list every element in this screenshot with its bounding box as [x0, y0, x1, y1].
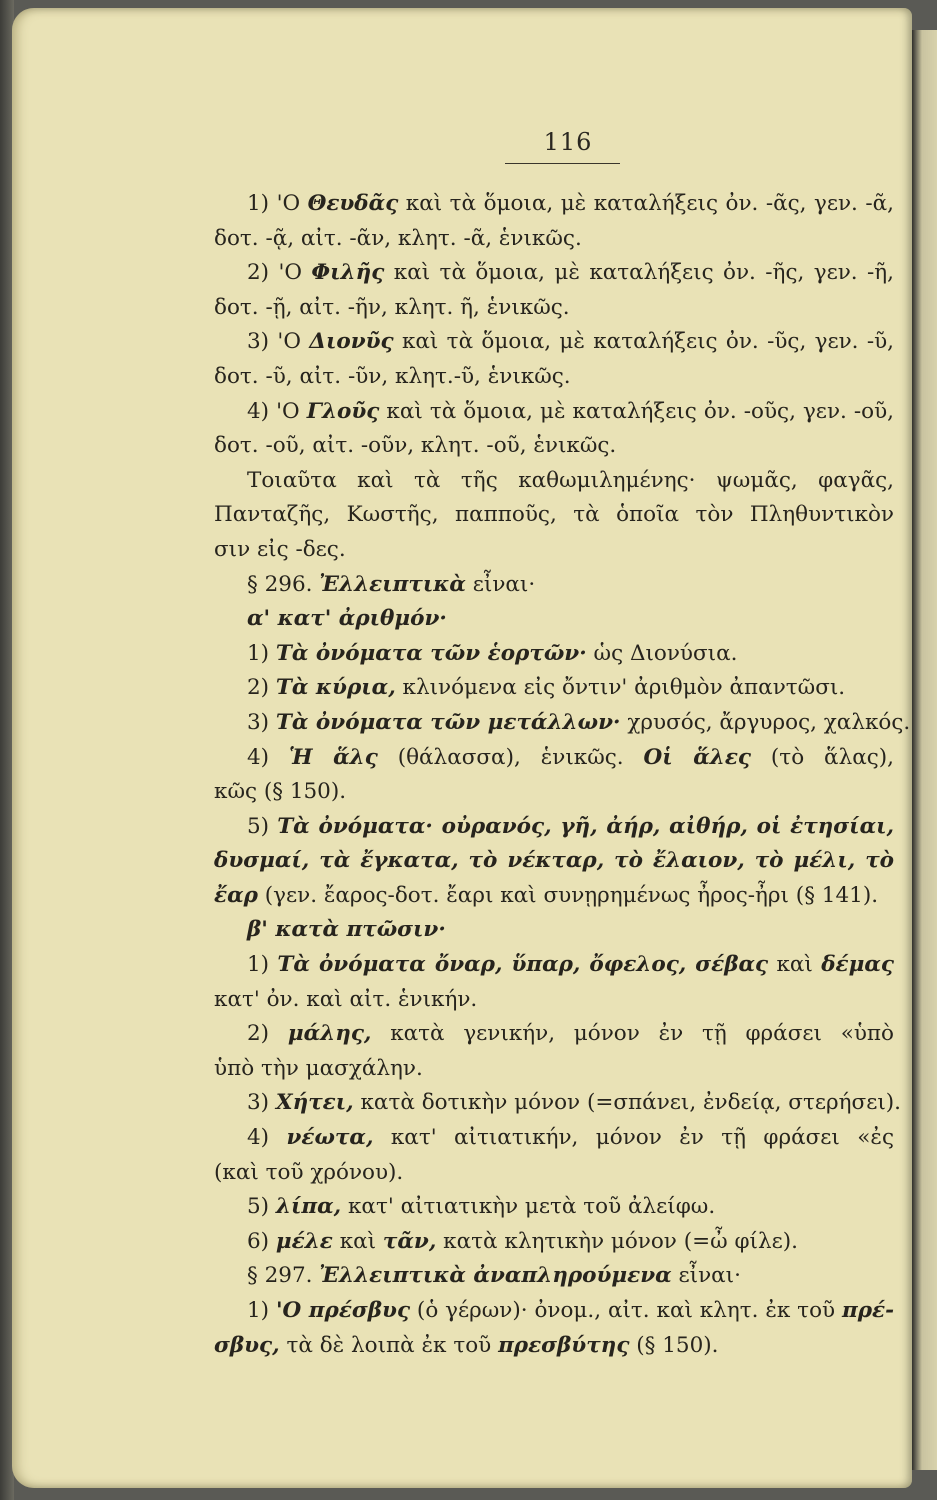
- text-line: σβυς, τὰ δὲ λοιπὰ ἐκ τοῦ πρεσβύτης (§ 150).: [214, 1332, 719, 1358]
- text-line: 4) Ἡ ἅλς (θάλασσα), ἑνικῶς. Οἱ ἅλες (τὸ ἅλας),: [247, 744, 894, 770]
- subheading: β' κατὰ πτῶσιν·: [247, 917, 446, 943]
- text-line: 3) Τὰ ὀνόματα τῶν μετάλλων· χρυσός, ἄργυρος, χαλκός.: [247, 709, 911, 735]
- text-line: 2) Τὰ κύρια, κλινόμενα εἰς ὄντιν' ἀριθμὸν ἀπαντῶσι.: [247, 675, 846, 701]
- text-line: 1) 'Ο Θευδᾶς καὶ τὰ ὅμοια, μὲ καταλήξεις ὀν. -ᾶς, γεν. -ᾶ,: [247, 191, 894, 216]
- text-line: (καὶ τοῦ χρόνου).: [214, 1159, 404, 1185]
- text-line: 1) Τὰ ὀνόματα ὄναρ, ὕπαρ, ὄφελος, σέβας καὶ δέμας: [247, 952, 894, 978]
- subheading: α' κατ' ἀριθμόν·: [247, 606, 447, 632]
- text-line: σιν εἰς -δες.: [214, 536, 346, 562]
- text-line: 3) Χήτει, κατὰ δοτικὴν μόνον (=σπάνει, ἐνδείᾳ, στερήσει).: [247, 1090, 902, 1116]
- text-line: δυσμαί, τὰ ἔγκατα, τὸ νέκταρ, τὸ ἔλαιον, τὸ μέλι, τὸ: [214, 848, 894, 874]
- next-page-edge: [912, 30, 937, 1470]
- text-line: 4) 'Ο Γλοῦς καὶ τὰ ὅμοια, μὲ καταλήξεις ὀν. -οῦς, γεν. -οῦ,: [247, 398, 894, 424]
- text-line: 2) 'Ο Φιλῆς καὶ τὰ ὅμοια, μὲ καταλήξεις ὀν. -ῆς, γεν. -ῆ,: [247, 260, 894, 286]
- section-heading: § 297. Ἐλλειπτικὰ ἀναπληρούμενα εἶναι·: [247, 1263, 741, 1289]
- page-text: [214, 187, 911, 1363]
- text-line: Τοιαῦτα καὶ τὰ τῆς καθωμιλημένης· ψωμᾶς, φαγᾶς,: [247, 467, 894, 493]
- page-number: 116: [543, 128, 593, 156]
- text-line: δοτ. -ᾷ, αἰτ. -ᾶν, κλητ. -ᾶ, ἑνικῶς.: [214, 225, 582, 251]
- text-line: ἔαρ (γεν. ἔαρος-δοτ. ἔαρι καὶ συνῃρημένως ἦρος-ἦρι (§ 141).: [214, 882, 879, 908]
- section-heading: § 296. Ἐλλειπτικὰ εἶναι·: [247, 571, 536, 597]
- text-line: 2) μάλης, κατὰ γενικήν, μόνον ἐν τῇ φράσει «ὑπὸ: [247, 1021, 894, 1047]
- text-line: Πανταζῆς, Κωστῆς, παπποῦς, τὰ ὁποῖα τὸν Πληθυντικὸν: [214, 502, 894, 528]
- text-line: 1) Τὰ ὀνόματα τῶν ἑορτῶν· ὡς Διονύσια.: [247, 640, 738, 666]
- text-line: 5) λίπα, κατ' αἰτιατικὴν μετὰ τοῦ ἀλείφω.: [247, 1194, 716, 1220]
- text-line: δοτ. -ῇ, αἰτ. -ῆν, κλητ. ῆ, ἑνικῶς.: [214, 294, 570, 320]
- text-line: ὑπὸ τὴν μασχάλην.: [214, 1055, 423, 1081]
- text-line: δοτ. -οῦ, αἰτ. -οῦν, κλητ. -οῦ, ἑνικῶς.: [214, 433, 617, 459]
- page-number-rule: [505, 163, 620, 164]
- text-line: 4) νέωτα, κατ' αἰτιατικήν, μόνον ἐν τῇ φράσει «ἐς: [247, 1125, 894, 1151]
- text-line: 6) μέλε καὶ τᾶν, κατὰ κλητικὴν μόνον (=ὦ φίλε).: [247, 1228, 798, 1254]
- text-line: 1) 'Ο πρέσβυς (ὁ γέρων)· ὀνομ., αἰτ. καὶ κλητ. ἐκ τοῦ πρέ-: [247, 1298, 894, 1323]
- text-line: 3) 'Ο Διονῦς καὶ τὰ ὅμοια, μὲ καταλήξεις ὀν. -ῦς, γεν. -ῦ,: [247, 329, 894, 355]
- text-line: κῶς (§ 150).: [214, 779, 347, 805]
- text-line: δοτ. -ῦ, αἰτ. -ῦν, κλητ.-ῦ, ἑνικῶς.: [214, 363, 571, 389]
- text-line: 5) Τὰ ὀνόματα· οὐρανός, γῆ, ἀήρ, αἰθήρ, οἱ ἐτησίαι,: [247, 813, 894, 839]
- text-line: κατ' ὀν. καὶ αἰτ. ἑνικήν.: [214, 986, 478, 1012]
